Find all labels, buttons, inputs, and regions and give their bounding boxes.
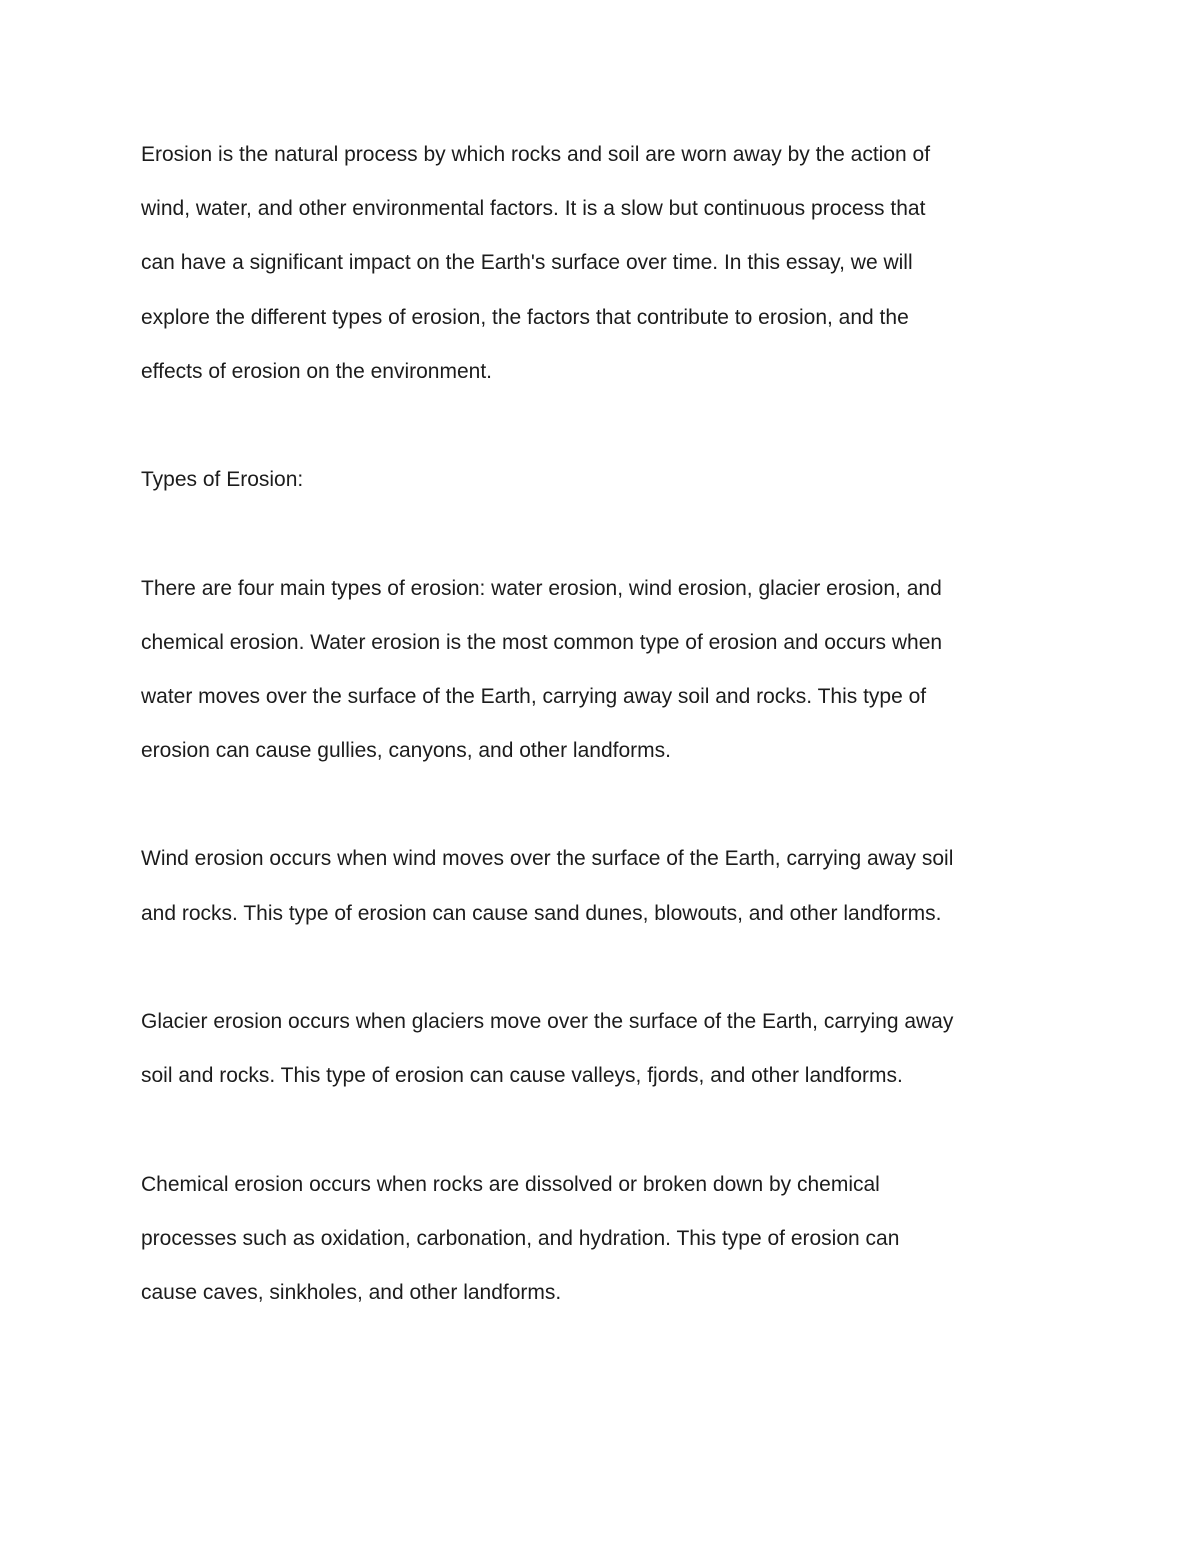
chemical-paragraph-line: processes such as oxidation, carbonation, and hydration. This type of erosion can <box>141 1226 900 1250</box>
intro-line: can have a significant impact on the Earth's surface over time. In this essay, we will <box>141 251 913 275</box>
glacier-paragraph-line: Glacier erosion occurs when glaciers move over the surface of the Earth, carrying away <box>141 1010 954 1033</box>
intro-line: explore the different types of erosion, the factors that contribute to erosion, and the <box>141 305 909 329</box>
types-paragraph-line: chemical erosion. Water erosion is the most common type of erosion and occurs when <box>141 630 943 654</box>
glacier-paragraph-line: soil and rocks. This type of erosion can cause valleys, fjords, and other landforms. <box>141 1064 903 1088</box>
blank-line <box>141 1103 1061 1157</box>
blank-line <box>141 778 1061 832</box>
section-heading: Types of Erosion: <box>141 468 304 492</box>
chemical-paragraph-line: Chemical erosion occurs when rocks are dissolved or broken down by chemical <box>141 1172 880 1196</box>
document-body <box>141 128 1061 1320</box>
blank-line <box>141 507 1061 561</box>
intro-line: wind, water, and other environmental factors. It is a slow but continuous process that <box>141 197 926 221</box>
chemical-paragraph-line: cause caves, sinkholes, and other landforms. <box>141 1280 562 1304</box>
intro-line: effects of erosion on the environment. <box>141 359 492 383</box>
types-paragraph-line: water moves over the surface of the Earth, carrying away soil and rocks. This type of <box>141 684 927 708</box>
blank-line <box>141 399 1061 453</box>
wind-paragraph-line: Wind erosion occurs when wind moves over the surface of the Earth, carrying away soil <box>141 847 954 871</box>
blank-line <box>141 941 1061 995</box>
intro-line: Erosion is the natural process by which rocks and soil are worn away by the action of <box>141 143 931 166</box>
types-paragraph-line: There are four main types of erosion: water erosion, wind erosion, glacier erosion, and <box>141 576 942 600</box>
types-paragraph-line: erosion can cause gullies, canyons, and other landforms. <box>141 739 671 763</box>
wind-paragraph-line: and rocks. This type of erosion can cause sand dunes, blowouts, and other landforms. <box>141 901 942 925</box>
